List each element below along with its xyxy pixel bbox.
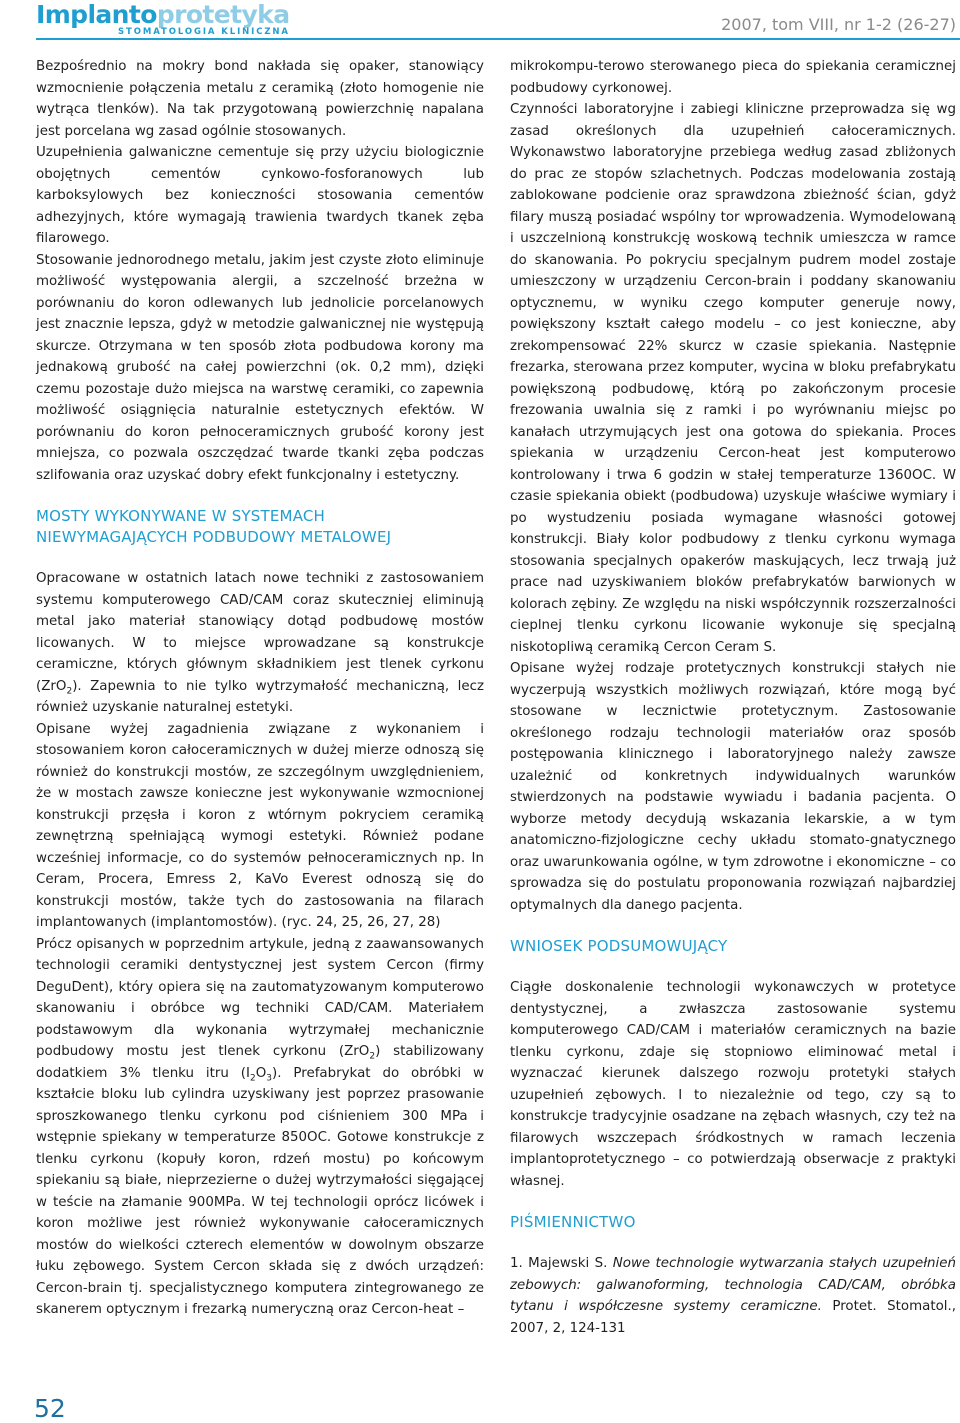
- paragraph: Czynności laboratoryjne i zabiegi kliniczne przeprowadza się wg zasad określonych dla uzupełnień całoceramicznych. Wykonawstwo laboratoryjne przebiega według zasad zbliżonych do prac ze stopów szlachetnych. Podczas modelowania zostają zablokowane podcienie oraz sprawdzona zbieżność ścian, gdyż filary muszą posiadać wspólny tor wprowadzenia. Wymodelowaną i uszczelnioną konstrukcję woskową technik umieszcza w ramce do skanowania. Po pokryciu specjalnym pudrem model zostaje umieszczony w urządzeniu Cercon-brain i poddany skanowaniu optycznemu, w wyniku czego komputer generuje nowy, powiększony kształt całego modelu – co jest konieczne, aby zrekompensować 22% skurcz w czasie spiekania. Następnie frezarka, sterowana przez komputer, wycina w bloku prefabrykatu powiększoną podbudowę, którą po zakończonym procesie frezowania uwalnia się z ramki i po wyrównaniu miejsc po kanałach utrzymujących jest ona gotowa do spiekania. Proces spiekania w urządzeniu Cercon-heat jest komputerowo kontrolowany i trwa 6 godzin w stałej temperaturze 1360OC. W czasie spiekania obiekt (podbudowa) uzyskuje właściwe wymiary i po wystudzeniu posiada wymagane własności gotowej konstrukcji. Biały kolor podbudowy z tlenku cyrkonu wymaga stosowania specjalnych opakerów maskujących, lecz trwają już prace nad uzyskiwaniem bloków prefabrykatów barwionych w kolorach zębiny. Ze względu na niski współczynnik rozszerzalności cieplnej tlenku cyrkonu licowanie wykonuje się specjalną niskotopliwą ceramiką Cercon Ceram S.: [510, 102, 956, 655]
- paragraph: mikrokompu-terowo sterowanego pieca do spiekania ceramicznej podbudowy cyrkonowej.: [510, 59, 956, 96]
- journal-logo: [36, 2, 289, 27]
- header-rule: [36, 38, 960, 40]
- paragraph: Opracowane w ostatnich latach nowe techniki z zastosowaniem systemu komputerowego CAD/CAM coraz skuteczniej eliminują metal jako materiał stanowiący dotąd podbudowę mostów licowanych. W to miejsce wprowadzane są konstrukcje ceramiczne, których głównym składnikiem jest tlenek cyrkonu (ZrO$_2$). Zapewnia to nie tylko wytrzymałość mechaniczną, lecz również uzyskanie naturalnej estetyki.: [36, 571, 484, 715]
- page-number: 52: [34, 1394, 66, 1423]
- left-column: [36, 56, 484, 1321]
- right-column: [510, 56, 956, 1339]
- section-heading: MOSTY WYKONYWANE W SYSTEMACH NIEWYMAGAJĄCYCH PODBUDOWY METALOWEJ: [36, 507, 392, 546]
- paragraph: Prócz opisanych w poprzednim artykule, jedną z zaawansowanych technologii ceramiki dentystycznej jest system Cercon (firmy DeguDent), który opiera się na zautomatyzowanym komputerowo skanowaniu i obróbce wg techniki CAD/CAM. Materiałem podstawowym dla wykonania wytrzymałej mechanicznie podbudowy mostu jest tlenek cyrkonu (ZrO$_2$) stabilizowany dodatkiem 3% tlenku itru $(I_2O_3)$. Prefabrykat do obróbki w kształcie bloku lub cylindra uzyskiwany jest poprzez prasowanie sproszkowanego tlenku cyrkonu pod ciśnieniem 300 MPa i wstępnie spiekany w temperaturze 850OC. Gotowe konstrukcje z tlenku cyrkonu (kopuły koron, rdzeń mostu) po końcowym spiekaniu są białe, nieprzezierne o dużej wytrzymałości sięgającej w teście na złamanie 900MPa. W tej technologii oprócz licówek i koron możliwe jest również wykonywanie całoceramicznych mostów do wielkości czterech elementów w dowolnym obszarze łuku zębowego. System Cercon składa się z dwóch urządzeń: Cercon-brain tj. specjalistycznego komputera zintegrowanego ze skanerem optycznym i frezarką numeryczną oraz Cercon-heat –: [36, 936, 484, 1317]
- paragraph: Stosowanie jednorodnego metalu, jakim jest czyste złoto eliminuje możliwość występowania alergii, a szczelność brzeżna w porównaniu do koron odlewanych lub jednolicie porcelanowych jest znacznie lepsza, gdyż w metodzie galwanicznej nie występują skurcze. Otrzymana w ten sposób złota podbudowa korony ma jednakową grubość na całej powierzchni (ok. 0,2 mm), dzięki czemu pozostaje dużo miejsca na warstwę ceramiki, co zapewnia możliwość osiągnięcia naturalnie estetycznych efektów. W porównaniu do koron pełnoceramicznych grubość korony jest mniejsza, co pozwala oszczędzać twarde tkanki zęba podczas szlifowania oraz uzyskać dobry efekt funkcjonalny i estetyczny.: [36, 252, 484, 483]
- logo-subtitle: STOMATOLOGIA KLINICZNA: [118, 27, 290, 37]
- reference-item: 1. Majewski S. Nowe technologie wytwarzania stałych uzupełnień zebowych: galwanoforming, technologia CAD/CAM, obróbka tytanu i współczesne systemy ceramiczne. Protet. Stomatol., 2007, 2, 124-131: [510, 1256, 956, 1336]
- paragraph: Bezpośrednio na mokry bond nakłada się opaker, stanowiący wzmocnienie połączenia metalu z ceramiką (złoto homogenie nie wytrąca tlenków). Na tak przygotowaną powierzchnię napalana jest porcelana wg zasad ogólnie stosowanych.: [36, 59, 484, 139]
- section-heading: PIŚMIENNICTWO: [510, 1213, 636, 1231]
- logo-text-implanto: Implanto: [36, 0, 157, 29]
- paragraph: Opisane wyżej rodzaje protetycznych konstrukcji stałych nie wyczerpują wszystkich możliwych rozwiązań, które mogą być stosowane w lecznictwie protetycznym. Zastosowanie określonego rodzaju technologii materiałów oraz sposób postępowania klinicznego i laboratoryjnego należy zawsze uzależnić od konkretnych indywidualnych warunków stwierdzonych na podstawie wywiadu i badania pacjenta. O wyborze metody decydują wskazania lekarskie, a w tym anatomiczno-fizjologiczne cechy układu stomato-gnatycznego oraz uwarunkowania ogólne, w tym zdrowotne i ekonomiczne – co sprowadza się do postulatu proponowania rozwiązań najbardziej optymalnych dla danego pacjenta.: [510, 661, 956, 913]
- issue-info: 2007, tom VIII, nr 1-2 (26-27): [721, 15, 956, 34]
- paragraph: Uzupełnienia galwaniczne cementuje się przy użyciu biologicznie obojętnych cementów cynkowo-fosforanowych lub karboksylowych bez konieczności stosowania cementów adhezyjnych, które wymagają trawienia twardych tkanek zęba filarowego.: [36, 145, 484, 246]
- paragraph: Ciągłe doskonalenie technologii wykonawczych w protetyce dentystycznej, a zwłaszcza zastosowanie systemu komputerowego CAD/CAM i materiałów ceramicznych na bazie tlenku cyrkonu, zdaje się stopniowo eliminować metal i wyznaczać kierunek dalszego rozwoju protetyki stałych uzupełnień zębowych. I to niezależnie od tego, czy są to konstrukcje tradycyjnie osadzane na zębach własnych, czy też na filarowych wszczepach śródkostnych w ramach leczenia implantoprotetycznego – co potwierdzają obserwacje z praktyki własnej.: [510, 980, 956, 1189]
- logo-text-protetyka: protetyka: [156, 0, 290, 29]
- page-header: [36, 0, 960, 46]
- paragraph: Opisane wyżej zagadnienia związane z wykonaniem i stosowaniem koron całoceramicznych w dużej mierze odnoszą się również do konstrukcji mostów, ze szczególnym uwzględnieniem, że w mostach zawsze konieczne jest wykonywanie wzmocnionej konstrukcji przęsła i koron z wtórnym pokryciem ceramiką zewnętrzną spełniającą wymogi estetyki. Również podane wcześniej informacje, co do systemów pełnoceramicznych np. In Ceram, Procera, Emress 2, KaVo Everest odnoszą się do konstrukcji mostów, także tych do zastosowania na filarach implantowanych (implantomostów). (ryc. 24, 25, 26, 27, 28): [36, 721, 484, 930]
- section-heading: WNIOSEK PODSUMOWUJĄCY: [510, 937, 728, 955]
